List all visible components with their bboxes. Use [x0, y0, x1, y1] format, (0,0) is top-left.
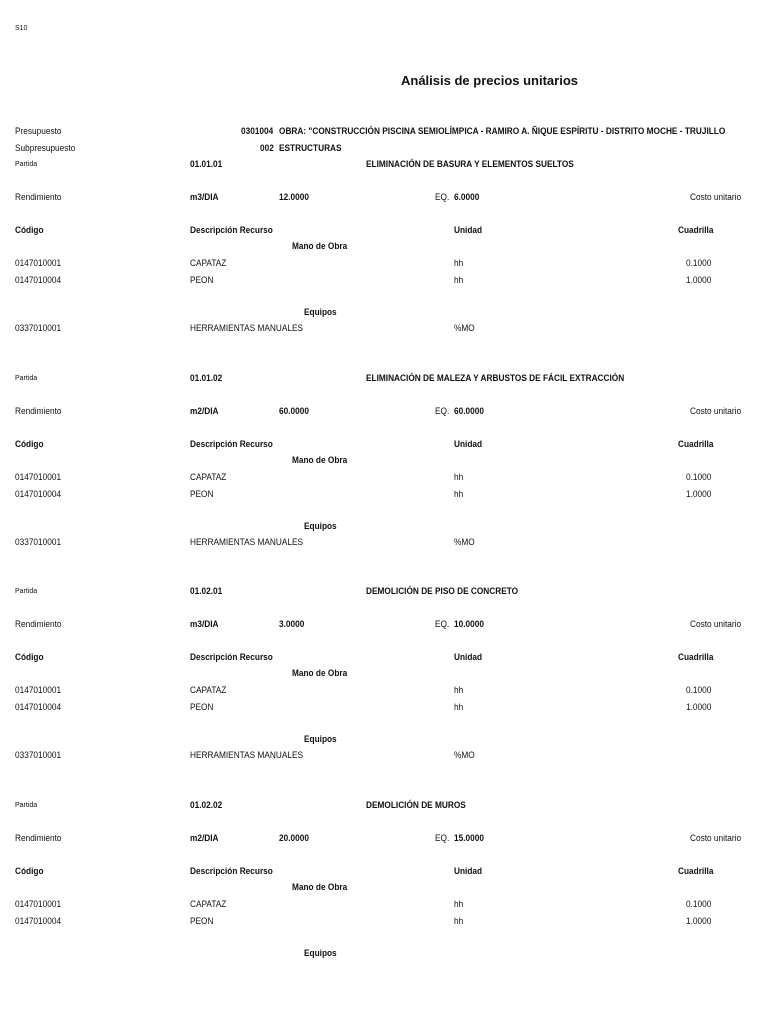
resource-unit: hh	[454, 916, 464, 926]
resource-description: PEON	[190, 489, 214, 499]
partida-label: Partida	[15, 588, 38, 595]
resource-code: 0337010001	[15, 323, 62, 333]
partida-code: 01.02.02	[190, 800, 223, 810]
resource-unit: hh	[454, 685, 464, 695]
partida-description: ELIMINACIÓN DE MALEZA Y ARBUSTOS DE FÁCIL EXTRACCIÓN	[366, 373, 625, 383]
resource-code: 0337010001	[15, 750, 62, 760]
resource-description: PEON	[190, 702, 214, 712]
rendimiento-value: 3.0000	[279, 619, 305, 629]
partida-description: DEMOLICIÓN DE PISO DE CONCRETO	[366, 586, 519, 596]
unidad-header: Unidad	[454, 652, 483, 662]
resource-code: 0337010001	[15, 537, 62, 547]
presupuesto-name: OBRA: "CONSTRUCCIÓN PISCINA SEMIOLÍMPICA - RAMIRO A. ÑIQUE ESPÍRITU - DISTRITO MOCHE - TRUJILLO	[279, 126, 726, 136]
page-code: S10	[15, 25, 28, 32]
eq-label: EQ.	[435, 406, 450, 416]
cuadrilla-header: Cuadrilla	[678, 225, 714, 235]
resource-code: 0147010001	[15, 258, 62, 268]
unidad-header: Unidad	[454, 439, 483, 449]
partida-description: ELIMINACIÓN DE BASURA Y ELEMENTOS SUELTOS	[366, 159, 574, 169]
resource-cuadrilla: 1.0000	[686, 275, 712, 285]
resource-unit: hh	[454, 472, 464, 482]
eq-value: 6.0000	[454, 192, 480, 202]
resource-cuadrilla: 0.1000	[686, 258, 712, 268]
resource-code: 0147010004	[15, 489, 62, 499]
equipos-heading: Equipos	[304, 521, 337, 531]
cuadrilla-header: Cuadrilla	[678, 866, 714, 876]
resource-cuadrilla: 0.1000	[686, 472, 712, 482]
resource-code: 0147010004	[15, 916, 62, 926]
mano-de-obra-heading: Mano de Obra	[292, 668, 348, 678]
resource-unit: hh	[454, 899, 464, 909]
resource-cuadrilla: 0.1000	[686, 685, 712, 695]
subpresupuesto-name: ESTRUCTURAS	[279, 143, 342, 153]
cuadrilla-header: Cuadrilla	[678, 439, 714, 449]
mano-de-obra-heading: Mano de Obra	[292, 455, 348, 465]
eq-value: 60.0000	[454, 406, 484, 416]
codigo-header: Código	[15, 652, 44, 662]
subpresupuesto-code: 002	[260, 143, 274, 153]
page-title: Análisis de precios unitarios	[401, 73, 578, 88]
partida-block	[0, 583, 768, 797]
descripcion-header: Descripción Recurso	[190, 866, 273, 876]
partida-label: Partida	[15, 161, 38, 168]
resource-description: HERRAMIENTAS MANUALES	[190, 323, 304, 333]
partida-code: 01.01.01	[190, 159, 223, 169]
rendimiento-unit: m2/DIA	[190, 833, 219, 843]
equipos-heading: Equipos	[304, 307, 337, 317]
eq-value: 10.0000	[454, 619, 484, 629]
resource-unit: hh	[454, 258, 464, 268]
presupuesto-label: Presupuesto	[15, 126, 62, 136]
partida-block	[0, 370, 768, 584]
resource-description: CAPATAZ	[190, 258, 227, 268]
rendimiento-value: 12.0000	[279, 192, 309, 202]
descripcion-header: Descripción Recurso	[190, 439, 273, 449]
resource-cuadrilla: 0.1000	[686, 899, 712, 909]
subpresupuesto-label: Subpresupuesto	[15, 143, 76, 153]
partida-description: DEMOLICIÓN DE MUROS	[366, 800, 466, 810]
resource-code: 0147010004	[15, 275, 62, 285]
rendimiento-value: 20.0000	[279, 833, 309, 843]
resource-description: PEON	[190, 916, 214, 926]
unidad-header: Unidad	[454, 225, 483, 235]
equipos-heading: Equipos	[304, 948, 337, 958]
resource-description: HERRAMIENTAS MANUALES	[190, 537, 304, 547]
resource-cuadrilla: 1.0000	[686, 702, 712, 712]
partida-label: Partida	[15, 802, 38, 809]
mano-de-obra-heading: Mano de Obra	[292, 882, 348, 892]
eq-value: 15.0000	[454, 833, 484, 843]
codigo-header: Código	[15, 439, 44, 449]
resource-description: PEON	[190, 275, 214, 285]
eq-label: EQ.	[435, 192, 450, 202]
rendimiento-label: Rendimiento	[15, 833, 62, 843]
rendimiento-value: 60.0000	[279, 406, 309, 416]
partida-block	[0, 797, 768, 1011]
codigo-header: Código	[15, 866, 44, 876]
resource-code: 0147010004	[15, 702, 62, 712]
resource-cuadrilla: 1.0000	[686, 489, 712, 499]
eq-label: EQ.	[435, 619, 450, 629]
presupuesto-code: 0301004	[241, 126, 274, 136]
costo-unitario-label: Costo unitario	[690, 406, 742, 416]
codigo-header: Código	[15, 225, 44, 235]
resource-unit: hh	[454, 275, 464, 285]
rendimiento-unit: m3/DIA	[190, 192, 219, 202]
resource-description: HERRAMIENTAS MANUALES	[190, 750, 304, 760]
rendimiento-label: Rendimiento	[15, 619, 62, 629]
resource-code: 0147010001	[15, 472, 62, 482]
partida-code: 01.02.01	[190, 586, 223, 596]
resource-code: 0147010001	[15, 899, 62, 909]
partida-label: Partida	[15, 375, 38, 382]
eq-label: EQ.	[435, 833, 450, 843]
mano-de-obra-heading: Mano de Obra	[292, 241, 348, 251]
resource-description: CAPATAZ	[190, 472, 227, 482]
equipos-heading: Equipos	[304, 734, 337, 744]
resource-unit: hh	[454, 702, 464, 712]
rendimiento-label: Rendimiento	[15, 406, 62, 416]
resource-unit: hh	[454, 489, 464, 499]
resource-unit: %MO	[454, 323, 475, 333]
costo-unitario-label: Costo unitario	[690, 192, 742, 202]
descripcion-header: Descripción Recurso	[190, 652, 273, 662]
descripcion-header: Descripción Recurso	[190, 225, 273, 235]
partida-block	[0, 156, 768, 370]
resource-description: CAPATAZ	[190, 685, 227, 695]
resource-description: CAPATAZ	[190, 899, 227, 909]
partida-code: 01.01.02	[190, 373, 223, 383]
rendimiento-unit: m2/DIA	[190, 406, 219, 416]
resource-code: 0147010001	[15, 685, 62, 695]
costo-unitario-label: Costo unitario	[690, 833, 742, 843]
resource-unit: %MO	[454, 750, 475, 760]
resource-cuadrilla: 1.0000	[686, 916, 712, 926]
rendimiento-unit: m3/DIA	[190, 619, 219, 629]
costo-unitario-label: Costo unitario	[690, 619, 742, 629]
unidad-header: Unidad	[454, 866, 483, 876]
rendimiento-label: Rendimiento	[15, 192, 62, 202]
resource-unit: %MO	[454, 537, 475, 547]
cuadrilla-header: Cuadrilla	[678, 652, 714, 662]
